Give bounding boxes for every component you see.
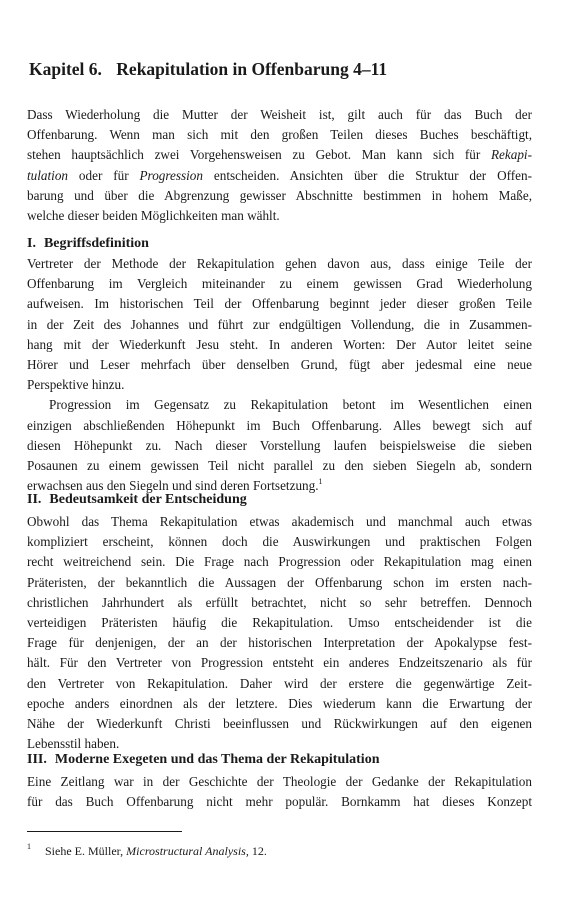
footnote [27,839,532,859]
section-title: Bedeutsamkeit der Entscheidung [49,492,247,507]
text-line: hält. Für den Vertreter von Progression entsteht ein anderes Endzeitszenario als für [27,655,532,671]
text-line: für das Buch Offenbarung nicht mehr populär. Bornkamm hat dieses Konzept [27,794,532,810]
footnote-divider [27,831,182,832]
text-line: einzigen abschließenden Höhepunkt im Buch Offenbarung. Alles bewegt sich auf [27,417,532,433]
footnote-title: Microstructural Analysis, [126,844,249,858]
section-number: I. [27,236,36,251]
text-line: barung und über die Abgrenzung gewisser Abschnitte bestimmen in hohem Maße, [27,187,532,203]
italic-term: Progression [139,167,203,183]
text-line: Offenbarung. Wenn man sich mit den großen Teilen dieses Buches beschäftigt, [27,127,532,143]
section-heading-2 [27,490,247,510]
intro-paragraph [27,105,532,226]
text-line: Nähe der Wiederkunft Christi beeinflussen und Rückwirkungen auf den eigenen [27,715,532,731]
footnote-text: Siehe E. Müller, [45,844,127,858]
section-2-body [27,512,532,754]
text-line: erwachsen aus den Siegeln und sind deren Fortsetzung.$^1$ [27,477,323,494]
section-3-body [27,772,532,812]
text-line: Lebensstil haben. [27,736,120,752]
section-title: Moderne Exegeten und das Thema der Rekapitulation [54,752,380,767]
section-heading-1 [27,234,149,254]
text-line: epoche anders einordnen als der letztere. Dies wiederum kann die Erwartung der [27,695,532,711]
section-title: Begriffsdefinition [43,236,149,251]
text-line: Dass Wiederholung die Mutter der Weisheit ist, gilt auch für das Buch der [27,107,532,122]
text-line: den Vertreter von Rekapitulation. Daher wird der erstere die gegenwärtige Zeit- [27,675,532,691]
text-line: verteidigen Präteristen häufig die Rekapitulation. Umso entscheidender ist die [27,614,532,630]
text-line: aufweisen. Im historischen Teil der Offenbarung beginnt jeder dieser großen Teile [27,296,532,312]
footnote-reference[interactable]: 1 [318,477,323,487]
italic-term: tulation [27,167,69,183]
footnote-number: 1 [27,842,31,851]
italic-term: Rekapi- [490,147,532,163]
text-line: Vertreter der Methode der Rekapitulation gehen davon aus, dass einige Teile der [27,256,532,271]
text-line: kompliziert erscheint, können doch die Auswirkungen und praktischen Folgen [27,534,532,550]
text-line: Offenbarung im Vergleich miteinander zu einem gewissen Grad Wiederholung [27,276,532,292]
text-line: Perspektive hinzu. [27,377,125,393]
text-line: Präteristen, der bekanntlich die Aussagen der Offenbarung schon im ersten nach- [27,574,532,590]
text-line: welche dieser beiden Möglichkeiten man wählt. [27,207,280,223]
section-number: II. [27,492,42,507]
text-line: Frage für denjenigen, der an der historischen Interpretation der Apokalypse fest- [27,635,532,651]
text-line: Posaunen zu einem gewissen Teil nicht parallel zu den sieben Siegeln ab, sondern [27,457,532,473]
chapter-number: Kapitel 6. [29,59,102,79]
chapter-heading-text: Rekapitulation in Offenbarung 4–11 [116,59,388,79]
section-1-body [27,254,532,496]
text-line: Progression im Gegensatz zu Rekapitulation betont im Wesentlichen einen [49,397,532,413]
footnote-text: 12. [248,844,267,858]
text-line: Eine Zeitlang war in der Geschichte der Theologie der Gedanke der Rekapitulation [27,774,532,789]
text-line: diesen Höhepunkt zu. Nach dieser Vorstellung laufen beispielsweise die sieben [27,437,532,453]
text-line: christlichen Jahrhundert als erfüllt betrachtet, nicht so sehr betreffen. Dennoch [27,594,532,610]
section-number: III. [27,752,47,767]
text-line: Obwohl das Thema Rekapitulation etwas akademisch und manchmal auch etwas [27,514,532,529]
text-line: tulation oder für Progression entscheiden. Ansichten über die Struktur der Offen- [27,167,532,183]
text-line: hang mit der Wiederkunft Jesu steht. In anderen Worten: Der Autor leitet seine [27,336,532,352]
text-line: recht weitreichend sein. Die Frage nach Progression oder Rekapitulation mag einen [27,554,532,570]
section-heading-3 [27,750,379,770]
text-line: Hörer und Leser mehrfach über denselben Grund, fügt aber jedesmal eine neue [27,356,532,372]
chapter-title [29,57,539,81]
text-line: in der Zeit des Johannes und führt zur endgültigen Vollendung, die in Zusammen- [27,316,532,332]
text-line: stehen hauptsächlich zwei Vorgehensweisen zu Gebot. Man kann sich für Rekapi- [27,147,532,163]
